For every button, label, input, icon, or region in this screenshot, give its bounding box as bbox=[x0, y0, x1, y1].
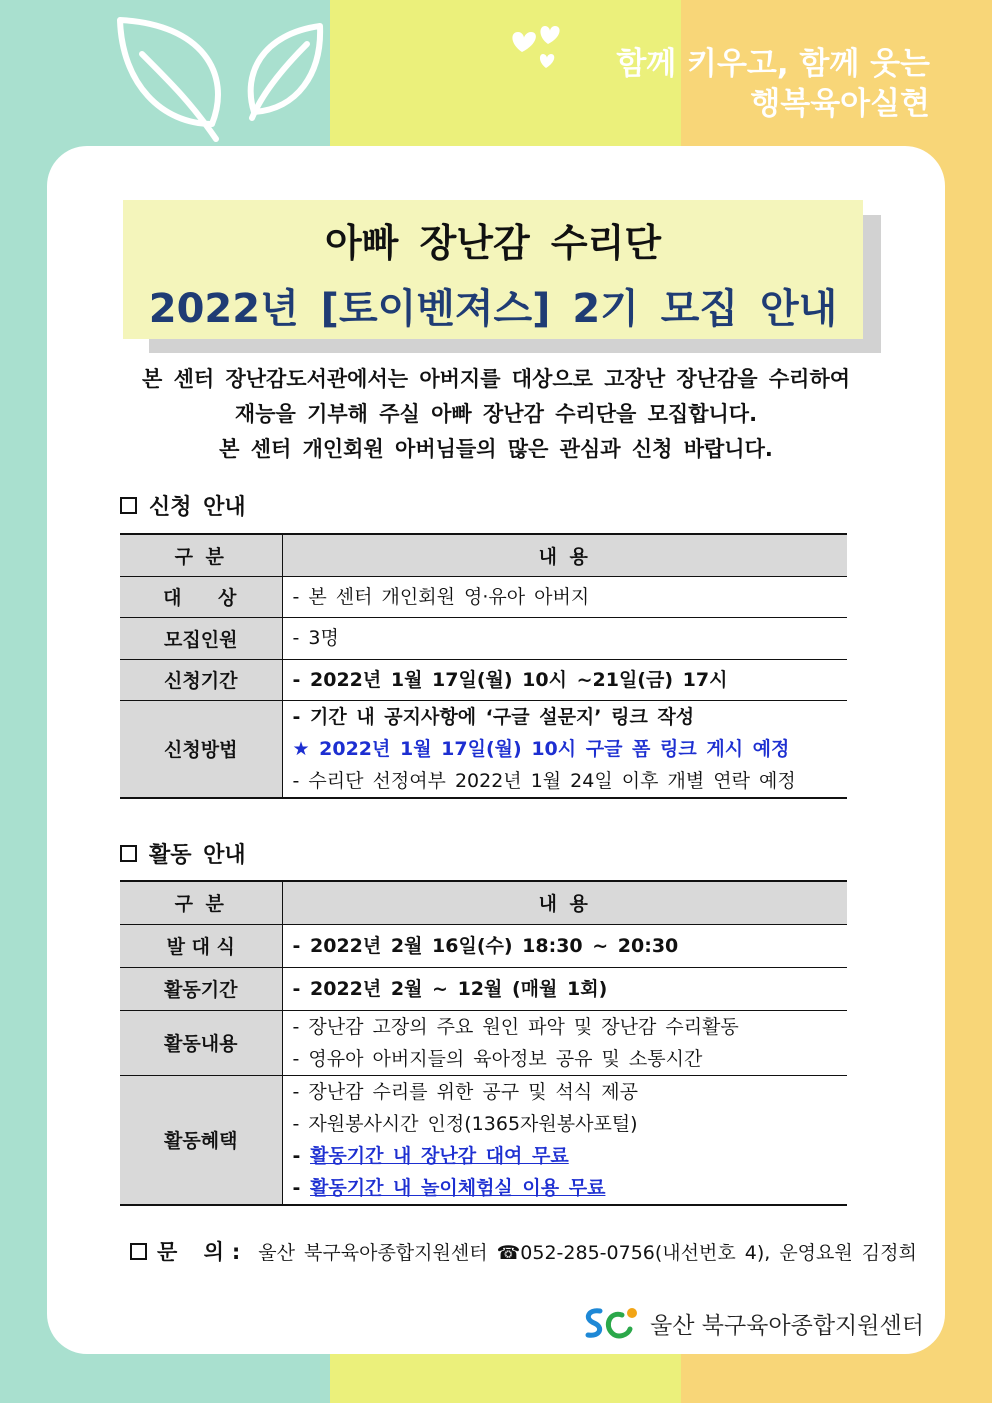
value-line: - 장난감 고장의 주요 원인 파악 및 장난감 수리활동 bbox=[292, 1015, 739, 1038]
checkbox-square-icon bbox=[120, 497, 137, 514]
row-label: 대 상 bbox=[120, 576, 282, 617]
value-line-highlight: - 활동기간 내 장난감 대여 무료 bbox=[292, 1144, 569, 1167]
row-label: 신청방법 bbox=[120, 700, 282, 798]
checkbox-square-icon bbox=[130, 1243, 147, 1260]
intro-line: 본 센터 장난감도서관에서는 아버지를 대상으로 고장난 장난감을 수리하여 bbox=[141, 367, 851, 391]
column-header-content: 내 용 bbox=[282, 534, 847, 576]
table-row bbox=[120, 967, 847, 1010]
row-label: 활동내용 bbox=[120, 1010, 282, 1075]
center-logo-text: 울산 북구육아종합지원센터 bbox=[650, 1312, 924, 1339]
table-row bbox=[120, 576, 847, 617]
row-label: 활동혜택 bbox=[120, 1075, 282, 1205]
column-header-category: 구 분 bbox=[120, 534, 282, 576]
activity-table bbox=[120, 880, 847, 1206]
leaves-icon bbox=[112, 14, 332, 144]
table-row bbox=[120, 1010, 847, 1075]
contact-text: 울산 북구육아종합지원센터 ☎052-285-0756(내선번호 4), 운영요원 김정희 bbox=[258, 1241, 917, 1264]
value-line: - 장난감 수리를 위한 공구 및 석식 제공 bbox=[292, 1080, 638, 1103]
intro-line: 본 센터 개인회원 아버님들의 많은 관심과 신청 바랍니다. bbox=[219, 437, 773, 461]
value-line: - 자원봉사시간 인정(1365자원봉사포털) bbox=[292, 1112, 638, 1135]
title-box bbox=[123, 200, 863, 339]
checkbox-square-icon bbox=[120, 845, 137, 862]
column-header-content: 내 용 bbox=[282, 881, 847, 924]
value-line-highlight: ★ 2022년 1월 17일(월) 10시 구글 폼 링크 게시 예정 bbox=[292, 737, 790, 760]
row-label: 발 대 식 bbox=[120, 924, 282, 967]
value-line-highlight: - 활동기간 내 놀이체험실 이용 무료 bbox=[292, 1176, 606, 1199]
row-value: - 본 센터 개인회원 영·유아 아버지 bbox=[292, 585, 590, 608]
row-label: 활동기간 bbox=[120, 967, 282, 1010]
value-line: - 수리단 선정여부 2022년 1월 24일 이후 개별 연락 예정 bbox=[292, 769, 796, 792]
table-row bbox=[120, 659, 847, 700]
free-playroom-text: 활동기간 내 놀이체험실 이용 무료 bbox=[310, 1176, 606, 1199]
row-value bbox=[282, 700, 847, 798]
hearts-icon bbox=[508, 22, 568, 72]
row-value: - 2022년 2월 16일(수) 18:30 ~ 20:30 bbox=[292, 934, 679, 957]
row-label: 모집인원 bbox=[120, 617, 282, 659]
title-line-2: 2022년 [토이벤져스] 2기 모집 안내 bbox=[148, 286, 838, 332]
column-header-category: 구 분 bbox=[120, 881, 282, 924]
row-value: - 2022년 2월 ~ 12월 (매월 1회) bbox=[292, 977, 608, 1000]
value-line: - 영유아 아버지들의 육아정보 공유 및 소통시간 bbox=[292, 1047, 703, 1070]
center-logo bbox=[582, 1303, 924, 1343]
row-value bbox=[282, 1010, 847, 1075]
table-row bbox=[120, 924, 847, 967]
table-header-row bbox=[120, 534, 847, 576]
contact-info bbox=[130, 1236, 917, 1266]
table-row bbox=[120, 617, 847, 659]
application-table bbox=[120, 533, 847, 799]
row-label: 신청기간 bbox=[120, 659, 282, 700]
table-header-row bbox=[120, 881, 847, 924]
row-value bbox=[282, 1075, 847, 1205]
free-toy-rental-text: 활동기간 내 장난감 대여 무료 bbox=[310, 1144, 569, 1167]
row-value: - 3명 bbox=[292, 627, 339, 649]
slogan bbox=[616, 44, 930, 124]
title-line-1: 아빠 장난감 수리단 bbox=[324, 221, 662, 265]
value-line: - 기간 내 공지사항에 ‘구글 설문지’ 링크 작성 bbox=[292, 705, 695, 728]
row-value: - 2022년 1월 17일(월) 10시 ~21일(금) 17시 bbox=[292, 668, 728, 691]
table-row bbox=[120, 700, 847, 798]
table-row bbox=[120, 1075, 847, 1205]
contact-label: 문 의: bbox=[157, 1240, 249, 1264]
intro-line: 재능을 기부해 주실 아빠 장난감 수리단을 모집합니다. bbox=[234, 402, 758, 426]
slogan-line-2: 행복육아실현 bbox=[750, 86, 930, 122]
activity-heading-text: 활동 안내 bbox=[149, 843, 246, 868]
application-heading bbox=[120, 490, 246, 521]
center-logo-icon bbox=[582, 1303, 642, 1343]
intro-text bbox=[0, 362, 992, 467]
slogan-line-1: 함께 키우고, 함께 웃는 bbox=[616, 46, 930, 82]
activity-heading bbox=[120, 838, 246, 869]
application-heading-text: 신청 안내 bbox=[149, 495, 246, 520]
